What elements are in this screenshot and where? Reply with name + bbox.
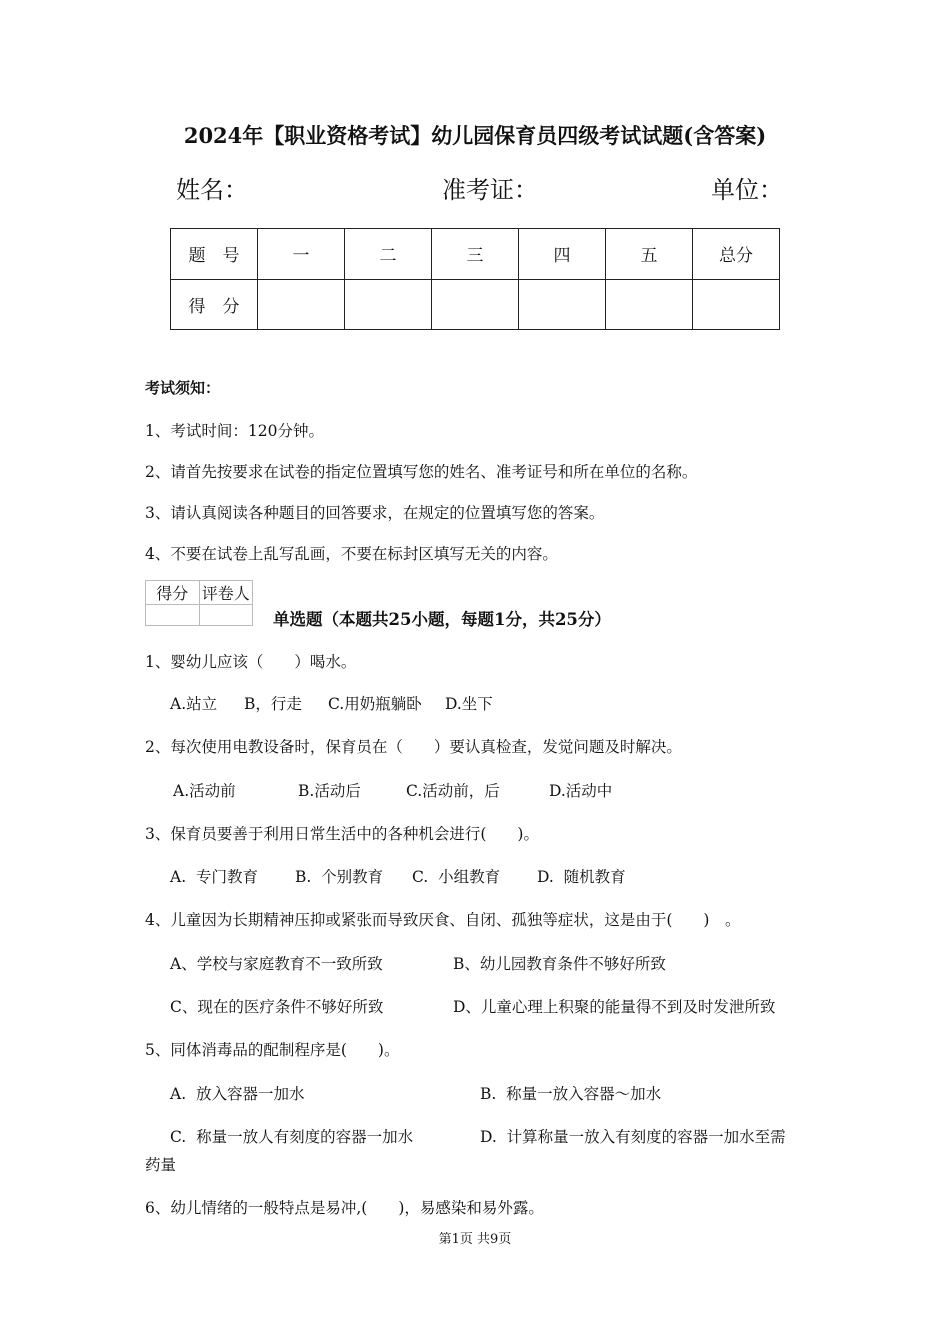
grader-name-cell[interactable] [199, 605, 253, 626]
page-footer: 第1页 共9页 [438, 1232, 512, 1247]
option-1d[interactable]: D.坐下 [445, 695, 493, 713]
unit-field-label: 单位： [711, 176, 783, 204]
notice-item: 1、考试时间：120分钟。 [145, 422, 324, 440]
score-table-header-row [171, 229, 780, 280]
row-label-cell: 得 分 [171, 279, 258, 330]
name-field-label: 姓名： [176, 176, 248, 204]
notice-item: 2、请首先按要求在试卷的指定位置填写您的姓名、准考证号和所在单位的名称。 [145, 463, 698, 481]
grader-box [145, 580, 253, 626]
option-2b[interactable]: B.活动后 [298, 782, 361, 800]
header-cell: 题 号 [171, 229, 258, 280]
header-cell: 五 [606, 229, 693, 280]
option-1c[interactable]: C.用奶瓶躺卧 [328, 695, 422, 713]
notice-item: 3、请认真阅读各种题目的回答要求，在规定的位置填写您的答案。 [145, 504, 605, 522]
option-5b[interactable]: B. 称量一放入容器～加水 [480, 1085, 662, 1103]
section-title: 单选题（本题共25小题，每题1分，共25分） [273, 610, 611, 629]
option-3c[interactable]: C. 小组教育 [412, 868, 501, 886]
option-2c[interactable]: C.活动前，后 [406, 782, 500, 800]
score-cell[interactable] [606, 279, 693, 330]
option-5d-continuation: 药量 [145, 1156, 177, 1174]
header-cell: 二 [345, 229, 432, 280]
notice-item: 4、不要在试卷上乱写乱画，不要在标封区填写无关的内容。 [145, 545, 558, 563]
header-cell: 四 [519, 229, 606, 280]
question-4: 4、儿童因为长期精神压抑或紧张而导致厌食、自闭、孤独等症状，这是由于( ) 。 [145, 911, 741, 929]
exam-title: 2024年【职业资格考试】幼儿园保育员四级考试试题(含答案) [183, 123, 767, 148]
score-cell[interactable] [345, 279, 432, 330]
header-cell: 三 [432, 229, 519, 280]
option-4c[interactable]: C、现在的医疗条件不够好所致 [170, 998, 384, 1016]
score-cell[interactable] [258, 279, 345, 330]
question-1: 1、婴幼儿应该（ ）喝水。 [145, 653, 357, 671]
option-1b[interactable]: B，行走 [244, 695, 302, 713]
exam-id-field-label: 准考证： [442, 176, 538, 204]
option-2d[interactable]: D.活动中 [549, 782, 613, 800]
score-cell[interactable] [693, 279, 780, 330]
option-4b[interactable]: B、幼儿园教育条件不够好所致 [453, 955, 666, 973]
option-1a[interactable]: A.站立 [170, 695, 218, 713]
question-2: 2、每次使用电教设备时，保育员在（ ）要认真检查，发觉问题及时解决。 [145, 738, 682, 756]
option-5d[interactable]: D. 计算称量一放入有刻度的容器一加水至需 [480, 1128, 786, 1146]
header-cell: 总分 [693, 229, 780, 280]
score-table [170, 228, 780, 330]
option-3b[interactable]: B. 个别教育 [295, 868, 384, 886]
question-3: 3、保育员要善于利用日常生活中的各种机会进行( )。 [145, 825, 539, 843]
score-cell[interactable] [519, 279, 606, 330]
option-5c[interactable]: C. 称量一放人有刻度的容器一加水 [170, 1128, 414, 1146]
score-cell[interactable] [432, 279, 519, 330]
grader-score-cell[interactable] [146, 605, 200, 626]
notice-title: 考试须知： [145, 379, 221, 397]
option-4d[interactable]: D、儿童心理上积聚的能量得不到及时发泄所致 [453, 998, 776, 1016]
option-2a[interactable]: A.活动前 [173, 782, 236, 800]
question-6: 6、幼儿情绪的一般特点是易冲,( )，易感染和易外露。 [145, 1199, 544, 1217]
option-5a[interactable]: A. 放入容器一加水 [170, 1085, 305, 1103]
option-4a[interactable]: A、学校与家庭教育不一致所致 [170, 955, 383, 973]
question-5: 5、同体消毒品的配制程序是( )。 [145, 1041, 400, 1059]
option-3a[interactable]: A. 专门教育 [170, 868, 258, 886]
score-table-score-row [171, 279, 780, 330]
grader-label: 评卷人 [199, 581, 253, 605]
option-3d[interactable]: D. 随机教育 [537, 868, 626, 886]
grader-score-label: 得分 [146, 581, 200, 605]
header-cell: 一 [258, 229, 345, 280]
